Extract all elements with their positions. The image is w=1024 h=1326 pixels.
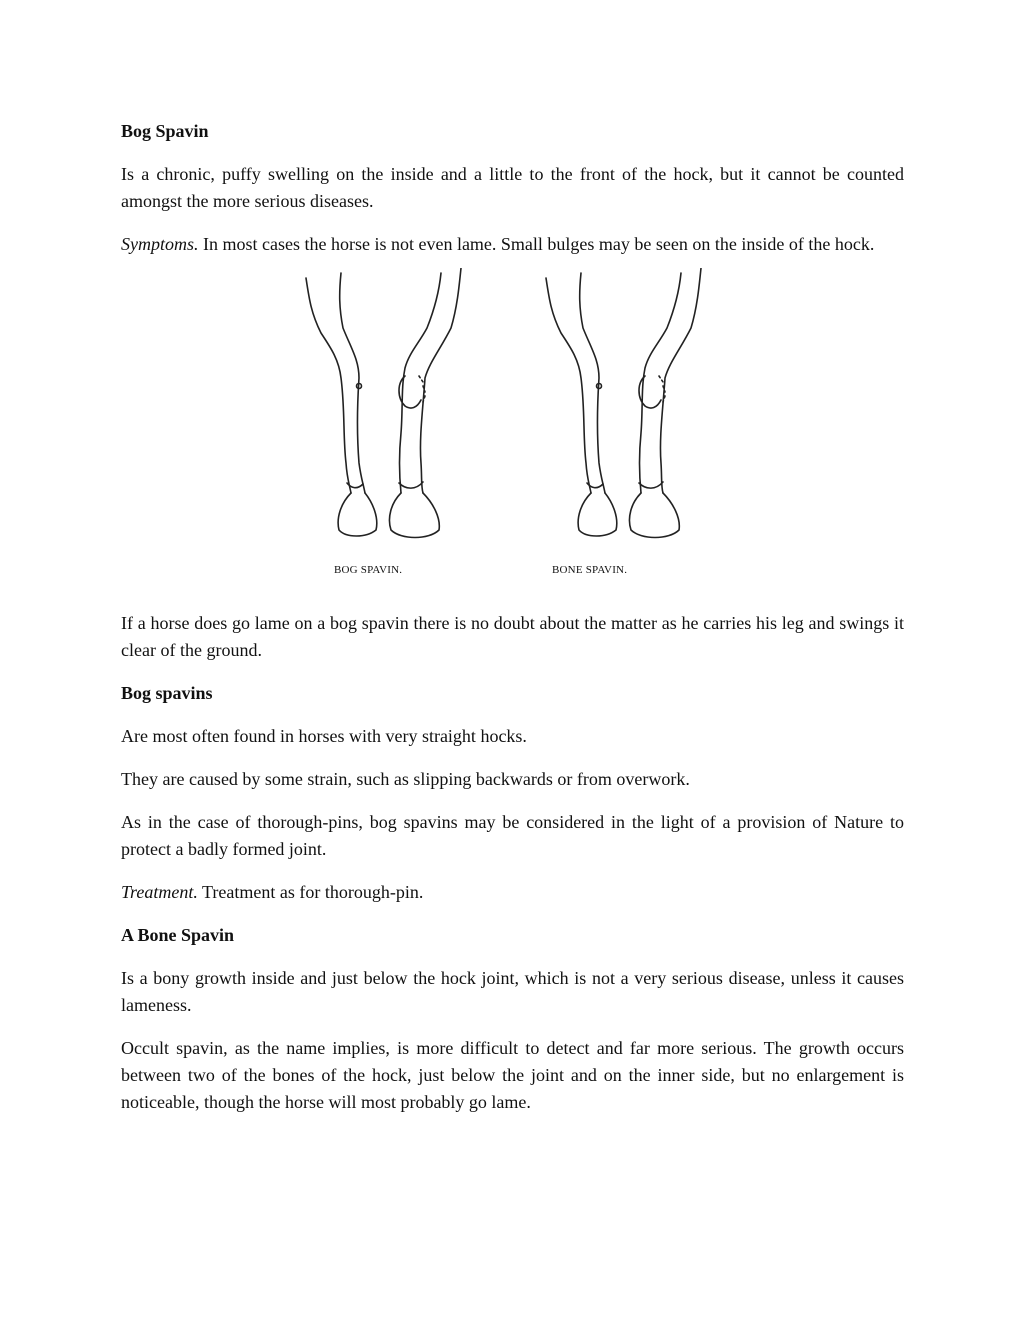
- legs-illustration: [121, 268, 904, 568]
- paragraph-bog-spavin-description: Is a chronic, puffy swelling on the inside and a little to the front of the hock, but it cannot be counted amongst the more serious diseases.: [121, 164, 904, 211]
- paragraph-occult-spavin: Occult spavin, as the name implies, is more difficult to detect and far more serious. The growth occurs between two of the bones of the hock, just below the joint and on the inner side, but no enlargement is noticeable, though the horse will most probably go lame.: [121, 1038, 904, 1112]
- treatment-text: Treatment as for thorough-pin.: [197, 882, 424, 902]
- caption-bone-spavin: BONE SPAVIN.: [552, 564, 628, 576]
- hind-legs-figure: [121, 268, 904, 604]
- heading-bog-spavins: Bog spavins: [121, 683, 213, 703]
- paragraph-symptoms: [121, 231, 904, 258]
- paragraph-straight-hocks: Are most often found in horses with very straight hocks.: [121, 726, 527, 746]
- treatment-lead: Treatment.: [121, 882, 198, 902]
- heading-bone-spavin: A Bone Spavin: [121, 925, 235, 945]
- symptoms-lead: Symptoms.: [121, 234, 199, 254]
- paragraph-treatment: [121, 879, 904, 906]
- paragraph-bone-spavin-description: Is a bony growth inside and just below the hock joint, which is not a very serious disease, unless it causes lameness.: [121, 968, 904, 1015]
- symptoms-text: In most cases the horse is not even lame. Small bulges may be seen on the inside of the hock.: [198, 234, 875, 254]
- paragraph-thorough-pins: As in the case of thorough-pins, bog spavins may be considered in the light of a provision of Nature to protect a badly formed joint.: [121, 812, 904, 859]
- paragraph-lame-bog-spavin: If a horse does go lame on a bog spavin there is no doubt about the matter as he carries his leg and swings it clear of the ground.: [121, 613, 904, 660]
- caption-bog-spavin: BOG SPAVIN.: [334, 564, 403, 576]
- paragraph-caused-by-strain: They are caused by some strain, such as slipping backwards or from overwork.: [121, 769, 690, 789]
- bog-spavin-drawing: [306, 268, 461, 538]
- bone-spavin-drawing: [546, 268, 701, 538]
- heading-bog-spavin: Bog Spavin: [121, 121, 209, 141]
- document-page: [121, 118, 904, 1132]
